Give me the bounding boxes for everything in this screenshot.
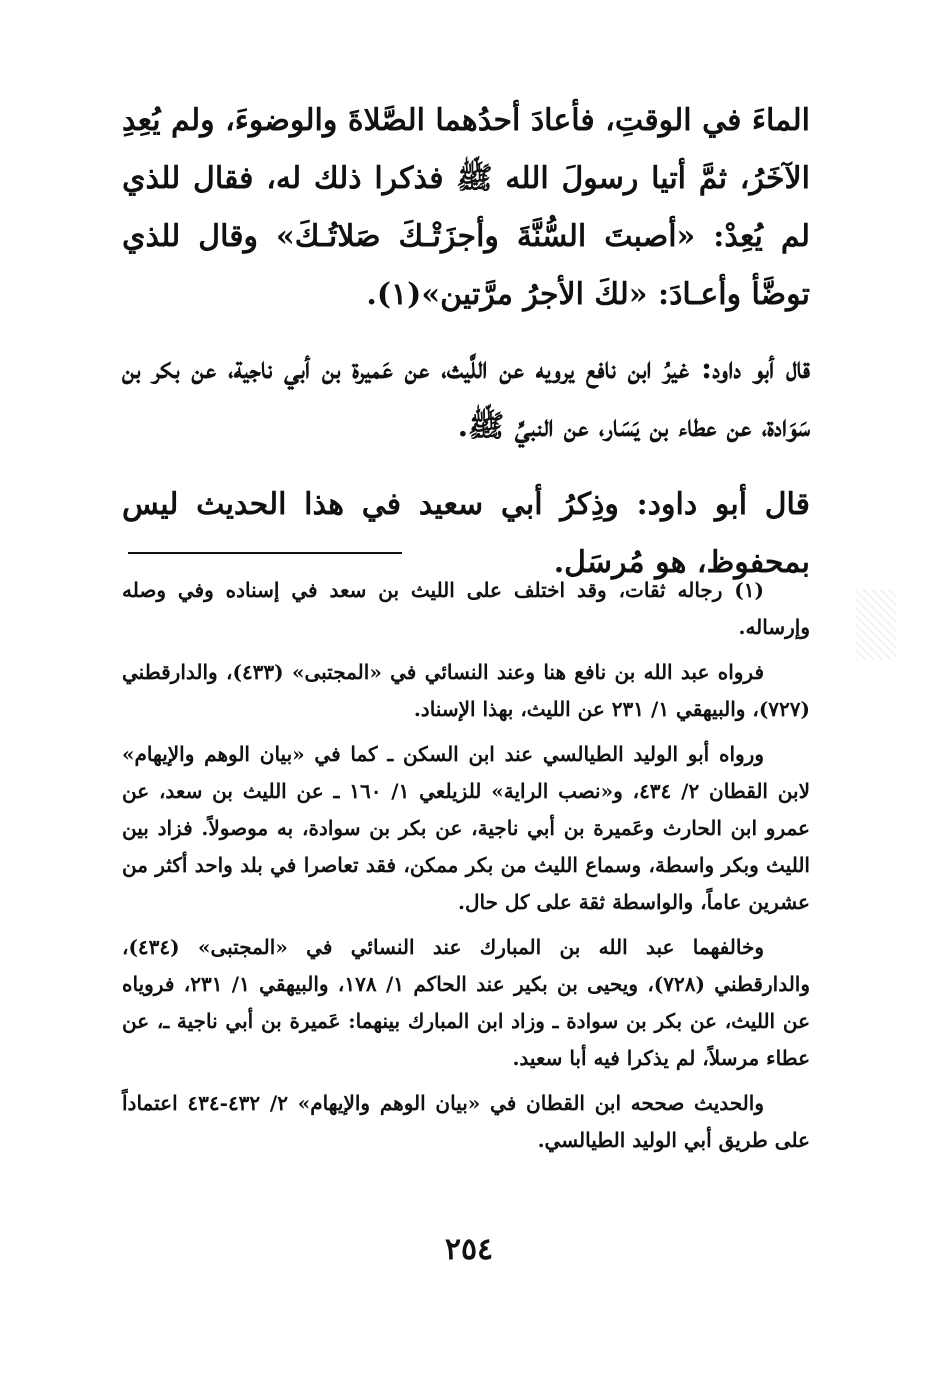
footnotes xyxy=(122,572,810,1167)
footnote-paragraph: والحديث صححه ابن القطان في «بيان الوهم والإيهام» ٢/ ٤٣٢-٤٣٤ اعتماداً على طريق أبي الوليد الطيالسي. xyxy=(122,1091,810,1152)
main-text xyxy=(122,92,810,612)
footnote-paragraph: (١) رجاله ثقات، وقد اختلف على الليث بن سعد في إسناده وفي وصله وإرساله. xyxy=(122,578,810,639)
main-paragraph: الماءَ في الوقتِ، فأعادَ أحدُهما الصَّلاةَ والوضوءَ، ولم يُعِدِ الآخَرُ، ثمَّ أتيا رسولَ الله ﷺ فذكرا ذلك له، فقال للذي لم يُعِدْ: «أصبتَ السُّنَّةَ وأجزَتْـكَ صَلاتُـكَ» وقال للذي توضَّأ وأعـادَ: «لكَ الأجرُ مرَّتين»(١). xyxy=(122,103,810,312)
page-number: ٢٥٤ xyxy=(444,1232,494,1267)
footnote-separator xyxy=(128,552,402,554)
footnote-paragraph: وخالفهما عبد الله بن المبارك عند النسائي في «المجتبى» (٤٣٤)، والدارقطني (٧٢٨)، ويحيى بن بكير عند الحاكم ١/ ١٧٨، والبيهقي ١/ ٢٣١، فروياه عن الليث، عن بكر بن سوادة ـ وزاد ابن المبارك بينهما: عَميرة بن أبي ناجية ـ، عن عطاء مرسلاً، لم يذكرا فيه أبا سعيد. xyxy=(122,935,810,1070)
footnote-paragraph: ورواه أبو الوليد الطيالسي عند ابن السكن ـ كما في «بيان الوهم والإيهام» لابن القطان ٢/ ٤٣٤، و«نصب الراية» للزيلعي ١/ ١٦٠ ـ عن الليث بن سعد، عن عمرو ابن الحارث وعَميرة بن أبي ناجية، عن بكر بن سوادة، به موصولاً. فزاد بين الليث وبكر واسطة، وسماع الليث من بكر ممكن، فقد تعاصرا في بلد واحد أكثر من عشرين عاماً، والواسطة ثقة على كل حال. xyxy=(122,742,810,914)
scan-artifact xyxy=(856,590,896,660)
main-paragraph: قال أبو داود: وذِكرُ أبي سعيد في هذا الحديث ليس بمحفوظ، هو مُرسَل. xyxy=(122,487,810,580)
main-paragraph: قال أبو داود: غيرُ ابن نافع يرويه عن اللَّيث، عن عَميرة بن أبي ناجية، عن بكر بن سَوَادة، عن عطاء بن يَسَار، عن النبيِّ ﷺ. xyxy=(122,351,810,444)
footnote-paragraph: فرواه عبد الله بن نافع هنا وعند النسائي في «المجتبى» (٤٣٣)، والدارقطني (٧٢٧)، والبيهقي ١/ ٢٣١ عن الليث، بهذا الإسناد. xyxy=(122,660,810,721)
